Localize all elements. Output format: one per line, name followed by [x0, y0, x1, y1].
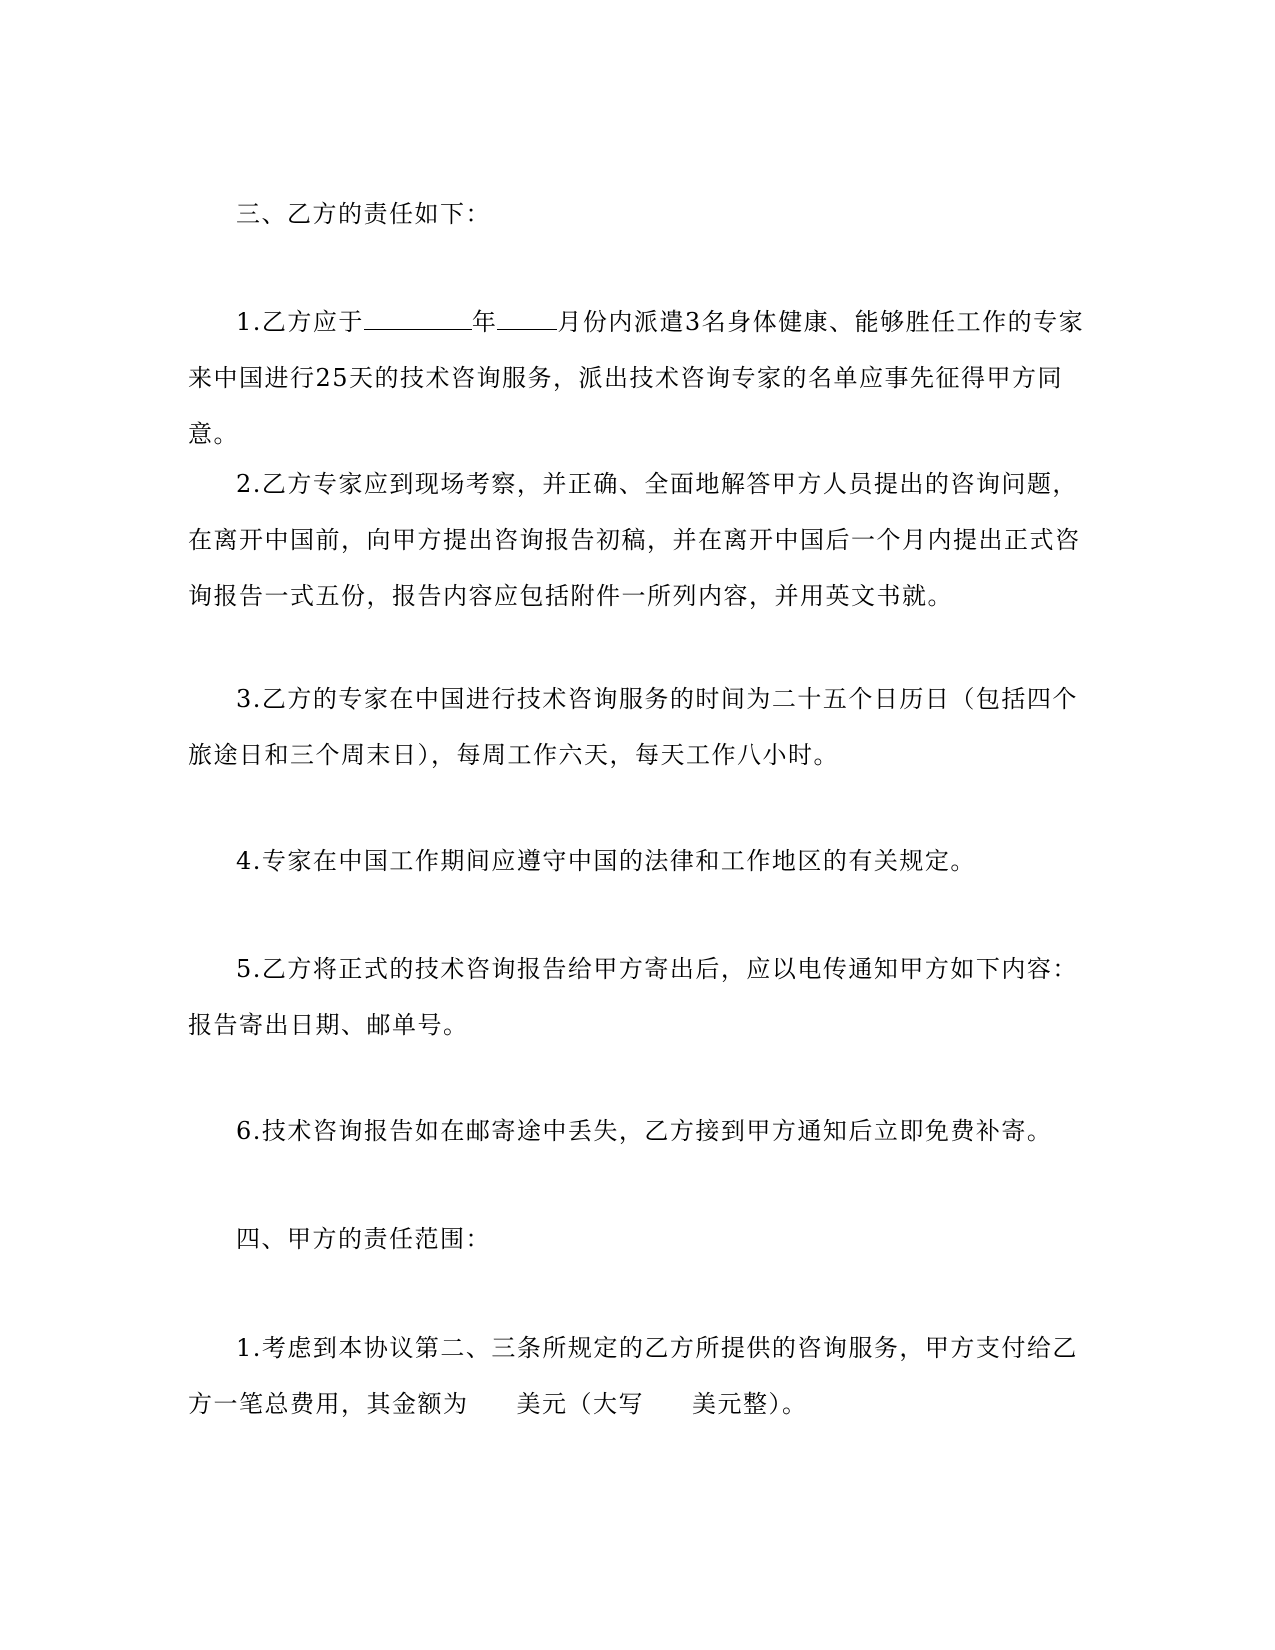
usd-label: 美元（大写 [516, 1390, 644, 1418]
section-3-item-5 [188, 941, 1088, 1053]
section-3-item-2 [188, 456, 1088, 624]
year-blank [364, 307, 472, 330]
item-5-text: 5.乙方将正式的技术咨询报告给甲方寄出后，应以电传通知甲方如下内容：报告寄出日期、邮单号。 [188, 955, 1078, 1039]
section-4-heading [188, 1211, 1088, 1267]
section-3-item-6 [188, 1103, 1088, 1159]
s4-item-1-text-start: 1.考虑到本协议第二、三条所规定的乙方所提供的咨询服务，甲方支付给乙方一笔总费用，其金额为 [188, 1334, 1078, 1418]
month-blank [497, 307, 557, 330]
item-2-text: 2.乙方专家应到现场考察，并正确、全面地解答甲方人员提出的咨询问题，在离开中国前，向甲方提出咨询报告初稿，并在离开中国后一个月内提出正式咨询报告一式五份，报告内容应包括附件一所列内容，并用英文书就。 [188, 470, 1081, 610]
usd-total-label: 美元整）。 [692, 1390, 808, 1418]
item-4-text: 4.专家在中国工作期间应遵守中国的法律和工作地区的有关规定。 [236, 847, 976, 875]
year-label: 年 [471, 308, 498, 336]
section-3-item-4 [188, 833, 1088, 889]
section-3-item-1 [188, 294, 1088, 462]
item-1-text-start: 1.乙方应于 [236, 308, 364, 336]
section-3-item-3 [188, 671, 1088, 783]
section-4-item-1 [188, 1320, 1088, 1432]
item-3-text: 3.乙方的专家在中国进行技术咨询服务的时间为二十五个日历日（包括四个旅途日和三个周末日），每周工作六天，每天工作八小时。 [188, 685, 1078, 769]
section-3-heading-text: 三、乙方的责任如下： [236, 200, 491, 228]
section-4-heading-text: 四、甲方的责任范围： [236, 1225, 491, 1253]
item-1-text-end: 月份内派遣3名身体健康、能够胜任工作的专家来中国进行25天的技术咨询服务，派出技术咨询专家的名单应事先征得甲方同意。 [188, 308, 1085, 448]
section-3-heading [188, 186, 1088, 242]
item-6-text: 6.技术咨询报告如在邮寄途中丢失，乙方接到甲方通知后立即免费补寄。 [236, 1117, 1053, 1145]
